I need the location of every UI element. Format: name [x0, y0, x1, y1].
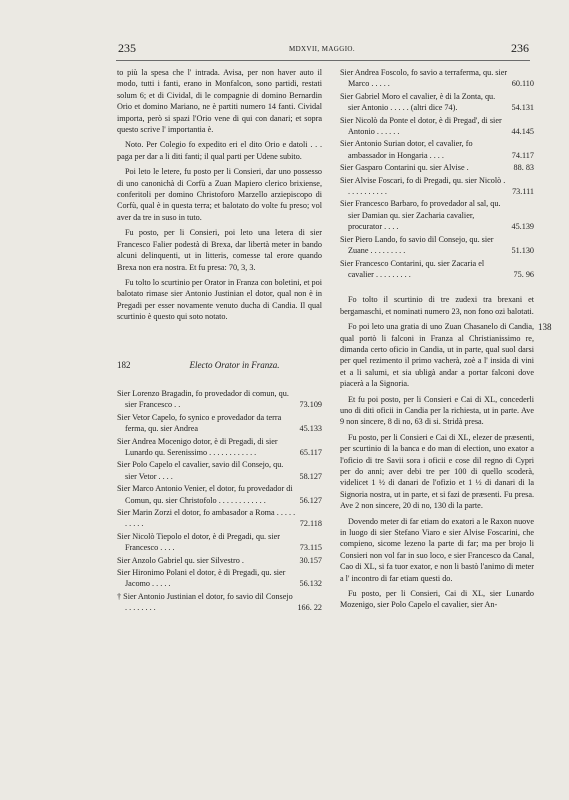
candidate-name: Sier Francesco Contarini, qu. sier Zacaria el cavalier . . . . . . . . .: [340, 258, 485, 279]
vote-count: 56.132: [299, 579, 322, 589]
vote-entry: [117, 483, 322, 506]
section-heading: [117, 360, 322, 371]
vote-count: 54.131: [511, 103, 534, 113]
vote-count: 166. 22: [297, 603, 322, 613]
vote-count: 56.127: [299, 495, 322, 505]
candidate-name: Sier Andrea Mocenigo dotor, è di Pregadi, di sier Lunardo qu. Serenissimo . . . . . . . . . . . .: [117, 436, 278, 457]
vote-count: 88. 83: [513, 163, 534, 173]
vote-entry: [340, 162, 534, 173]
vote-count: 45.133: [299, 424, 322, 434]
candidate-name: Sier Antonio Surian dotor, el cavalier, fo ambassador in Hongaria . . . .: [340, 139, 473, 160]
candidate-name: † Sier Antonio Justinian el dotor, fo savio dil Consejo . . . . . . . .: [117, 591, 293, 613]
candidate-name: Sier Alvise Foscari, fo di Pregadi, qu. sier Nicolò . . . . . . . . . . .: [340, 175, 506, 197]
paragraph: Poi leto le letere, fu posto per li Consieri, dar uno possesso di uno canonichà di Corfù a Zuan Mapiero clerico brixiense, conferitoli per domino Christoforo Marzello arziepiscopo di Corfù, qual è in questa terra; et balotato do volte fu preso; vol aver da tre in suso in tuto.: [117, 167, 322, 222]
candidate-name: Sier Marin Zorzi el dotor, fo ambasador a Roma . . . . . . . . . .: [117, 508, 296, 529]
paragraph: Fo poi leto una gratia di uno Zuan Chasanelo di Candia, qual portò li falconi in Franza al Christianissimo re, dimanda certo oficio in Candia, ut in parte, qual suol darsi per quel rezimento il primo vacherà, zoè a l' insida di vini et a li salumi, et sia ubligà andar a portar falconi dove piacerà a la Signoria.: [340, 322, 534, 389]
vote-entry: [340, 198, 534, 232]
vote-count: 44.145: [511, 127, 534, 137]
right-page-number: 236: [511, 41, 529, 55]
header-rule: [116, 60, 530, 61]
vote-entry: [340, 258, 534, 281]
vote-entry: [117, 412, 322, 435]
section-title: Electo Orator in Franza.: [189, 359, 280, 370]
candidate-name: Sier Andrea Foscolo, fo savio a terraferma, qu. sier Marco . . . . .: [340, 68, 508, 89]
vote-count: 60.110: [511, 79, 534, 89]
vote-entry: [340, 175, 534, 198]
candidate-name: Sier Nicolò Tiepolo el dotor, è di Pregadi, qu. sier Francesco . . . .: [117, 531, 280, 553]
candidate-name: Sier Nicolò da Ponte el dotor, è di Pregad', di sier Antonio . . . . . .: [340, 115, 502, 137]
vote-entry: [340, 138, 534, 161]
vote-entry: [117, 567, 322, 590]
vote-entry: [340, 234, 534, 257]
vote-count: 45.139: [511, 222, 534, 232]
vote-entry: [117, 591, 322, 614]
vote-count: 73.109: [299, 400, 322, 410]
vote-entry: [117, 555, 322, 566]
paragraph: Dovendo meter di far etiam do exatori a le Raxon nuove in luogo di sier Stefano Viaro e sier Alvise Foscarini, che compieno, sicome lezeno la parte di far; ma per brojo li Consieri non vol far in suo loco, e sier Francesco da Canal, Cao di XL, si fa tuor exator, e non li bastò l'animo di meter a l' incontro di far etiam questi do.: [340, 516, 534, 583]
margin-number: 138: [538, 322, 552, 332]
vote-count: 73.111: [512, 187, 534, 197]
running-header: MDXVII, MAGGIO.: [288, 45, 356, 53]
vote-entry: [117, 436, 322, 459]
candidate-name: Sier Marco Antonio Venier, el dotor, fu provedador di Comun, qu. sier Christofolo . . . . . . . . . . . .: [117, 484, 293, 505]
vote-count: 74.117: [511, 150, 534, 160]
candidate-name: Sier Anzolo Gabriel qu. sier Silvestro .: [117, 555, 244, 565]
candidate-name: Sier Gasparo Contarini qu. sier Alvise .: [340, 163, 469, 173]
paragraph: Fu posto, per li Consieri, Cai di XL, sier Lunardo Mozenigo, sier Polo Capelo el cavalier, sier An-: [340, 589, 534, 610]
vote-list: [117, 388, 322, 614]
left-column: [117, 67, 322, 615]
paragraph: Et fu poi posto, per li Consieri e Cai di XL, concederli uno di diti oficii in Candia per la richiesta, ut in parte. Ave 9 non sincere, 8 di no, 63 di si. Stridà presa.: [340, 394, 534, 427]
vote-count: 58.127: [299, 471, 322, 481]
vote-count: 65.117: [299, 447, 322, 457]
vote-entry: [117, 459, 322, 482]
paragraph: Fu tolto lo scurtinio per Orator in Franza con boletini, et poi balotato rimase sier Antonio Justinian el dotor, qual non è in Pregadi per esser novamente venuto ducha di Candia. Il qual scurtinio è questo qui soto notato.: [117, 277, 322, 322]
vote-entry: [340, 67, 534, 90]
vote-count: 30.157: [299, 555, 322, 565]
vote-count: 72.118: [299, 519, 322, 529]
candidate-name: Sier Piero Lando, fo savio dil Consejo, qu. sier Zuane . . . . . . . . .: [340, 234, 494, 256]
vote-entry: [340, 115, 534, 138]
vote-entry: [117, 507, 322, 530]
candidate-name: Sier Lorenzo Bragadin, fo provedador di comun, qu. sier Francesco . .: [117, 388, 289, 410]
vote-list: [340, 67, 534, 280]
paragraph: Noto. Per Colegio fo expedito eri el dito Orio e datoli . . . paga per dar a li diti fanti; il qual parti per Udene subito.: [117, 140, 322, 161]
section-number: 182: [117, 359, 131, 370]
vote-count: 51.130: [511, 246, 534, 256]
candidate-name: Sier Gabriel Moro el cavalier, è di la Zonta, qu. sier Antonio . . . . . (altri dice 74).: [340, 91, 496, 113]
paragraph: to più la spesa che l' intrada. Avisa, per non haver auto il modo, tutti i fanti, erano in Monfalcon, sono partidi, restati solum 6; et di Cividal, di le compagnie di domino Bernardin Orio et domino Mariano, ne è partiti numero 14 fanti. Cividal importa, però si spazi l'Orio vene di qui con danari; et sopra questo scrive l' importantia è.: [117, 68, 322, 135]
vote-entry: [117, 388, 322, 411]
candidate-name: Sier Vetor Capelo, fo synico e provedador da terra ferma, qu. sier Andrea: [117, 412, 282, 434]
candidate-name: Sier Polo Capelo el cavalier, savio dil Consejo, qu. sier Vetor . . . .: [117, 460, 284, 481]
vote-entry: [117, 531, 322, 554]
paragraph: Fu posto, per li Consieri e Cai di XL, elezer de præsenti, per scurtinio di la banca e do man di election, uno exator a l'oficio di tre Savii sora i oficii e cose dil regno di Cypri per do anni; aver debi tre per 100 di quello scoderà, videlicet 1 ½ di danari de l'ofizio et 1 ½ di danari di la Signoria nostra, ut in parte, et si fazi de præsenti. Fu presa. Ave 2 non sincere, 20 di no, 130 di la parte.: [340, 432, 534, 511]
left-page-number: 235: [118, 41, 136, 55]
paragraph: Fo tolto il scurtinio di tre zudexi tra brexani et bergamaschi, et nominati numero 23, non fono ozi balotati.: [340, 295, 534, 316]
paragraph: Fu posto, per li Consieri, poi leto una letera di sier Francesco Falier podestà di Brexa, dar libertà meter in bando alcuni delinquenti, ut in litteris, comesse tal erore quando Brexa non era nostra. Et fu presa: 70, 3, 3.: [117, 228, 322, 272]
vote-count: 73.115: [299, 543, 322, 553]
vote-count: 75. 96: [513, 269, 534, 279]
right-column: [340, 67, 534, 615]
candidate-name: Sier Francesco Barbaro, fo provedador al sal, qu. sier Damian qu. sier Zacharia cavalier, procurator . . . .: [340, 199, 501, 232]
vote-entry: [340, 91, 534, 114]
candidate-name: Sier Hironimo Polani el dotor, è di Pregadi, qu. sier Jacomo . . . . .: [117, 568, 286, 589]
